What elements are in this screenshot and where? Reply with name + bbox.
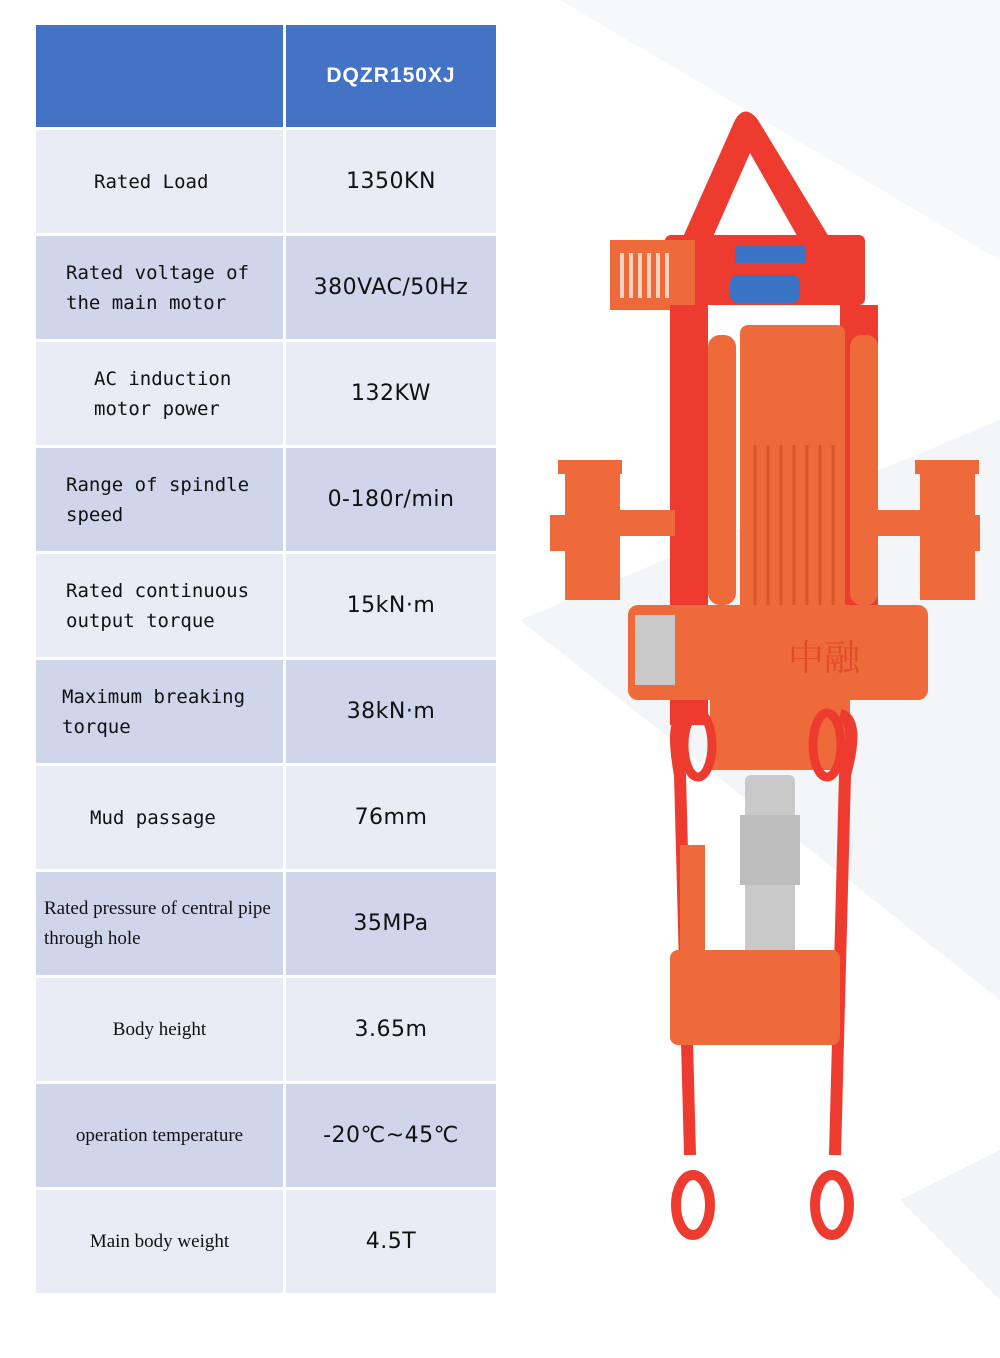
spec-table bbox=[33, 22, 499, 1296]
gearbox-logo: 中融 bbox=[788, 638, 861, 679]
table-row bbox=[35, 129, 498, 235]
row-value: 3.65m bbox=[354, 1017, 428, 1042]
row-value: -20℃~45℃ bbox=[323, 1123, 459, 1148]
header-model-cell bbox=[285, 24, 498, 129]
table-row bbox=[35, 553, 498, 659]
row-label: Rated Load bbox=[94, 170, 209, 193]
right-cylinder bbox=[850, 335, 878, 605]
row-value: 1350KN bbox=[346, 169, 436, 194]
right-link bbox=[835, 715, 851, 1155]
bail-frame bbox=[675, 112, 840, 256]
row-value: 38kN·m bbox=[346, 699, 436, 724]
row-label: Mud passage bbox=[90, 806, 216, 829]
model-name: DQZR150XJ bbox=[326, 64, 456, 87]
header-empty-cell bbox=[35, 24, 285, 129]
row-value: 0-180r/min bbox=[327, 487, 455, 512]
row-label: Rated pressure of central pipe through hole bbox=[44, 897, 271, 949]
table-row bbox=[35, 447, 498, 553]
row-value: 380VAC/50Hz bbox=[313, 275, 469, 300]
row-label: Main body weight bbox=[89, 1230, 230, 1252]
table-row bbox=[35, 341, 498, 447]
table-header-row bbox=[35, 24, 498, 129]
left-pipe bbox=[565, 470, 620, 600]
table-row bbox=[35, 977, 498, 1083]
row-value: 4.5T bbox=[365, 1229, 417, 1254]
row-value: 76mm bbox=[354, 805, 428, 830]
top-drive-illustration bbox=[540, 95, 980, 1255]
row-label: Rated voltage of the main motor bbox=[66, 261, 250, 314]
table-row bbox=[35, 1189, 498, 1295]
row-value: 35MPa bbox=[353, 911, 429, 936]
row-label: Range of spindle speed bbox=[66, 473, 250, 526]
row-label: Rated continuous output torque bbox=[66, 579, 250, 632]
table-row bbox=[35, 1083, 498, 1189]
left-cylinder bbox=[708, 335, 736, 605]
row-label: operation temperature bbox=[75, 1124, 244, 1146]
row-label: AC induction motor power bbox=[94, 367, 232, 420]
row-value: 15kN·m bbox=[346, 593, 436, 618]
row-value: 132KW bbox=[351, 381, 431, 406]
row-label: Maximum breaking torque bbox=[62, 685, 246, 738]
table-row bbox=[35, 659, 498, 765]
table-row bbox=[35, 765, 498, 871]
table-row bbox=[35, 235, 498, 341]
row-label: Body height bbox=[112, 1018, 207, 1040]
table-row bbox=[35, 871, 498, 977]
right-pipe bbox=[920, 470, 975, 600]
